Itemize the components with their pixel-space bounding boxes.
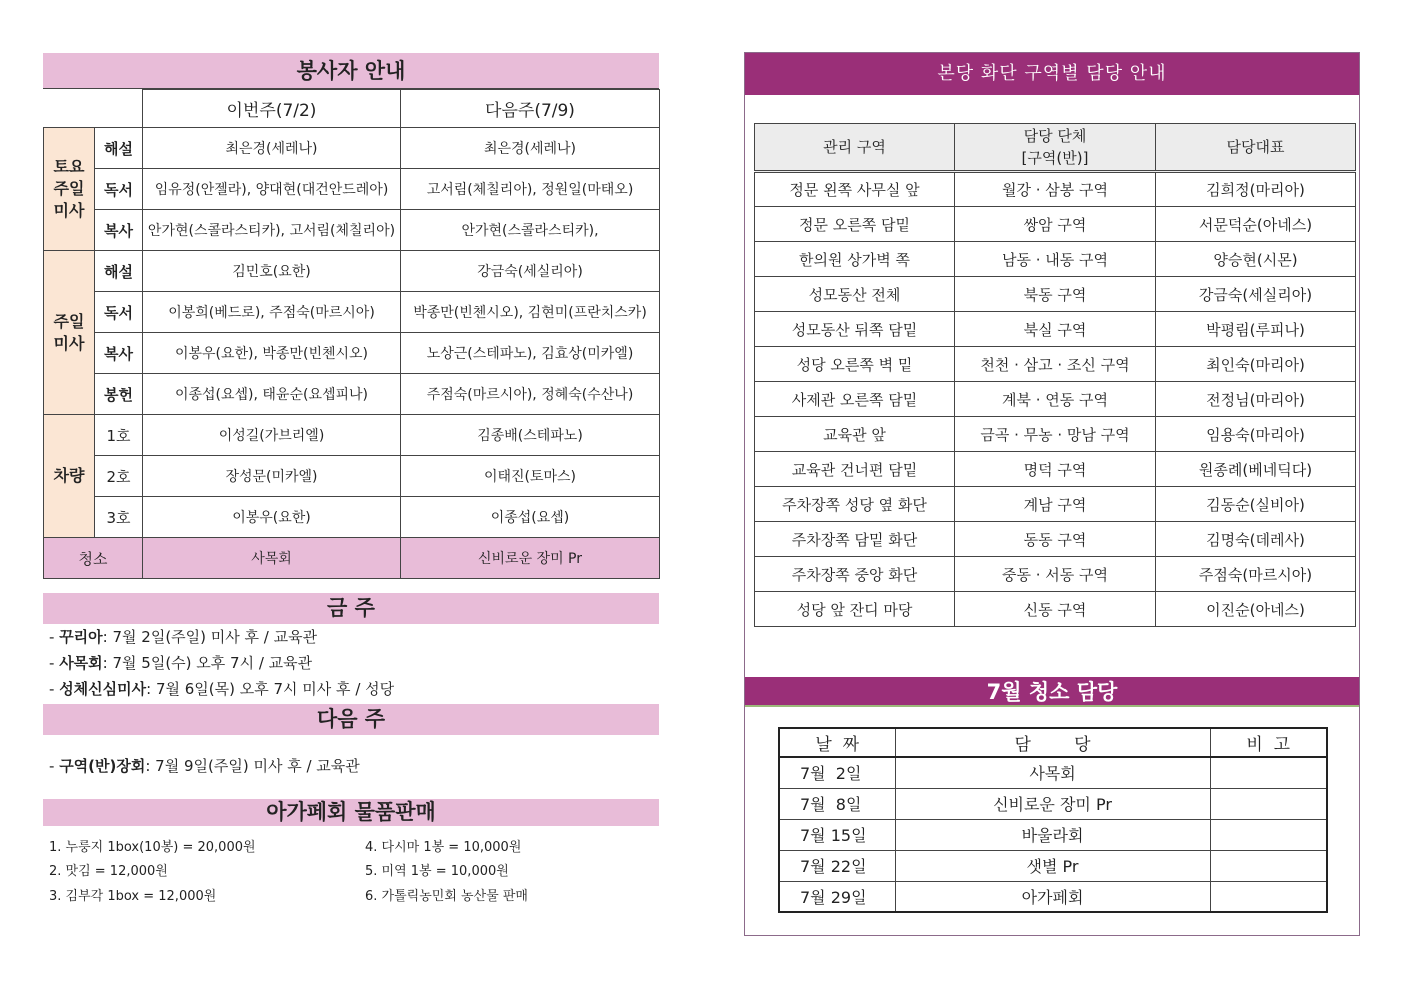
assignee-cell: 샛별 Pr bbox=[895, 850, 1210, 881]
table-row bbox=[779, 881, 1327, 912]
rep-cell: 이진순(아네스) bbox=[1156, 592, 1356, 627]
note-cell bbox=[1210, 757, 1327, 788]
next-week-cell: 이태진(토마스) bbox=[401, 456, 660, 497]
header-blank bbox=[44, 90, 143, 128]
table-row bbox=[779, 757, 1327, 788]
area-cell: 성당 앞 잔디 마당 bbox=[755, 592, 955, 627]
group-cell: 금곡 · 무농 · 망남 구역 bbox=[955, 417, 1156, 452]
list-item: 2. 맛김 = 12,000원 bbox=[49, 864, 168, 879]
header-group-line1: 담당 단체 bbox=[1023, 127, 1087, 145]
next-week-cell: 김종배(스테파노) bbox=[401, 415, 660, 456]
table-row bbox=[44, 210, 660, 251]
table-row bbox=[44, 292, 660, 333]
rep-cell: 김명숙(데레사) bbox=[1156, 522, 1356, 557]
list-item: - 성체신심미사: 7월 6일(목) 오후 7시 미사 후 / 성당 bbox=[49, 680, 395, 698]
rep-cell: 강금숙(세실리아) bbox=[1156, 277, 1356, 312]
role-cell: 해설 bbox=[95, 251, 143, 292]
rep-cell: 양승현(시몬) bbox=[1156, 242, 1356, 277]
list-item: 1. 누룽지 1box(10봉) = 20,000원 bbox=[49, 840, 256, 855]
item-text: : 7월 5일(수) 오후 7시 / 교육관 bbox=[102, 654, 313, 672]
item-text: : 7월 9일(주일) 미사 후 / 교육관 bbox=[145, 757, 360, 775]
table-row bbox=[755, 382, 1356, 417]
area-cell: 성모동산 뒤쪽 담밑 bbox=[755, 312, 955, 347]
group-cell: 동동 구역 bbox=[955, 522, 1156, 557]
table-row bbox=[755, 557, 1356, 592]
role-cell: 독서 bbox=[95, 292, 143, 333]
list-item: - 사목회: 7월 5일(수) 오후 7시 / 교육관 bbox=[49, 654, 313, 672]
rep-cell: 김희정(마리아) bbox=[1156, 172, 1356, 207]
note-cell bbox=[1210, 850, 1327, 881]
header-area: 관리 구역 bbox=[755, 124, 955, 172]
list-item: 5. 미역 1봉 = 10,000원 bbox=[365, 864, 509, 879]
rep-cell: 서문덕순(아네스) bbox=[1156, 207, 1356, 242]
table-row bbox=[755, 277, 1356, 312]
role-cell: 해설 bbox=[95, 128, 143, 169]
table-row bbox=[755, 487, 1356, 522]
col-next-week: 다음주(7/9) bbox=[401, 90, 660, 128]
role-cell: 독서 bbox=[95, 169, 143, 210]
this-week-cell: 이봉우(요한), 박종만(빈첸시오) bbox=[143, 333, 401, 374]
this-week-cell: 이봉희(베드로), 주점숙(마르시아) bbox=[143, 292, 401, 333]
next-week-title: 다음 주 bbox=[43, 704, 659, 735]
date-cell: 7월 15일 bbox=[779, 819, 895, 850]
table-row bbox=[755, 417, 1356, 452]
right-panel bbox=[744, 52, 1360, 936]
group-cell: 중동 · 서동 구역 bbox=[955, 557, 1156, 592]
table-row bbox=[44, 128, 660, 169]
rep-cell: 김동순(실비아) bbox=[1156, 487, 1356, 522]
cleaning-header-row bbox=[779, 728, 1327, 757]
header-assignee: 담 당 bbox=[895, 728, 1210, 757]
this-week-title: 금 주 bbox=[43, 593, 659, 624]
flower-header-row bbox=[755, 124, 1356, 172]
group-cell: 북동 구역 bbox=[955, 277, 1156, 312]
group-saturday-mass: 토요 주일 미사 bbox=[44, 128, 95, 251]
next-week-cell: 고서림(체칠리아), 정원일(마태오) bbox=[401, 169, 660, 210]
area-cell: 정문 왼쪽 사무실 앞 bbox=[755, 172, 955, 207]
agape-goods-list bbox=[43, 826, 659, 906]
table-row bbox=[44, 415, 660, 456]
group-cell: 천천 · 삼고 · 조신 구역 bbox=[955, 347, 1156, 382]
list-item: 3. 김부각 1box = 12,000원 bbox=[49, 889, 217, 904]
table-row bbox=[779, 819, 1327, 850]
date-cell: 7월 2일 bbox=[779, 757, 895, 788]
table-row bbox=[755, 242, 1356, 277]
header-group bbox=[955, 124, 1156, 172]
table-row bbox=[44, 374, 660, 415]
this-week-cell: 김민호(요한) bbox=[143, 251, 401, 292]
group-cell: 남동 · 내동 구역 bbox=[955, 242, 1156, 277]
group-cell: 명덕 구역 bbox=[955, 452, 1156, 487]
date-cell: 7월 22일 bbox=[779, 850, 895, 881]
volunteer-title: 봉사자 안내 bbox=[43, 53, 659, 89]
header-date: 날 짜 bbox=[779, 728, 895, 757]
note-cell bbox=[1210, 819, 1327, 850]
group-cell: 신동 구역 bbox=[955, 592, 1156, 627]
role-cell: 복사 bbox=[95, 210, 143, 251]
table-row bbox=[44, 251, 660, 292]
item-label: 꾸리아 bbox=[59, 628, 103, 646]
area-cell: 주차장쪽 성당 옆 화단 bbox=[755, 487, 955, 522]
flower-area-table bbox=[754, 123, 1356, 627]
area-cell: 주차장쪽 중앙 화단 bbox=[755, 557, 955, 592]
next-week-cell: 박종만(빈첸시오), 김현미(프란치스카) bbox=[401, 292, 660, 333]
cleaning-next-week: 신비로운 장미 Pr bbox=[401, 538, 660, 579]
header-rep: 담당대표 bbox=[1156, 124, 1356, 172]
next-week-cell: 안가현(스콜라스티카), bbox=[401, 210, 660, 251]
this-week-cell: 안가현(스콜라스티카), 고서림(체칠리아) bbox=[143, 210, 401, 251]
role-cell: 3호 bbox=[95, 497, 143, 538]
role-cell: 2호 bbox=[95, 456, 143, 497]
group-sunday-mass: 주일 미사 bbox=[44, 251, 95, 415]
left-column bbox=[43, 53, 659, 906]
table-row bbox=[779, 788, 1327, 819]
table-row bbox=[779, 850, 1327, 881]
item-label: 사목회 bbox=[59, 654, 103, 672]
next-week-cell: 노상근(스테파노), 김효상(미카엘) bbox=[401, 333, 660, 374]
this-week-cell: 장성문(미카엘) bbox=[143, 456, 401, 497]
flower-title: 본당 화단 구역별 담당 안내 bbox=[745, 53, 1359, 95]
table-row bbox=[44, 169, 660, 210]
group-vehicle: 차량 bbox=[44, 415, 95, 538]
july-cleaning-table bbox=[778, 727, 1328, 913]
table-row bbox=[44, 456, 660, 497]
note-cell bbox=[1210, 788, 1327, 819]
area-cell: 한의원 상가벽 쪽 bbox=[755, 242, 955, 277]
area-cell: 주차장쪽 담밑 화단 bbox=[755, 522, 955, 557]
group-cell: 쌍암 구역 bbox=[955, 207, 1156, 242]
group-cell: 월강 · 삼봉 구역 bbox=[955, 172, 1156, 207]
table-row bbox=[755, 207, 1356, 242]
rep-cell: 원종례(베네딕다) bbox=[1156, 452, 1356, 487]
area-cell: 교육관 앞 bbox=[755, 417, 955, 452]
rep-cell: 임용숙(마리아) bbox=[1156, 417, 1356, 452]
date-cell: 7월 29일 bbox=[779, 881, 895, 912]
area-cell: 정문 오른쪽 담밑 bbox=[755, 207, 955, 242]
assignee-cell: 신비로운 장미 Pr bbox=[895, 788, 1210, 819]
cleaning-label: 청소 bbox=[44, 538, 143, 579]
table-row bbox=[755, 172, 1356, 207]
this-week-cell: 이성길(가브리엘) bbox=[143, 415, 401, 456]
rep-cell: 박평림(루피나) bbox=[1156, 312, 1356, 347]
cleaning-row bbox=[44, 538, 660, 579]
assignee-cell: 사목회 bbox=[895, 757, 1210, 788]
table-row bbox=[755, 592, 1356, 627]
role-cell: 1호 bbox=[95, 415, 143, 456]
next-week-cell: 이종섭(요셉) bbox=[401, 497, 660, 538]
list-item: 4. 다시마 1봉 = 10,000원 bbox=[365, 840, 522, 855]
area-cell: 교육관 건너편 담밑 bbox=[755, 452, 955, 487]
list-item: - 꾸리아: 7월 2일(주일) 미사 후 / 교육관 bbox=[49, 628, 318, 646]
rep-cell: 주점숙(마르시아) bbox=[1156, 557, 1356, 592]
item-label: 구역(반)장회 bbox=[59, 757, 146, 775]
agape-title: 아가페회 물품판매 bbox=[43, 799, 659, 826]
header-note: 비 고 bbox=[1210, 728, 1327, 757]
list-item: 6. 가톨릭농민회 농산물 판매 bbox=[365, 889, 528, 904]
this-week-cell: 임유정(안젤라), 양대현(대건안드레아) bbox=[143, 169, 401, 210]
next-week-cell: 강금숙(세실리아) bbox=[401, 251, 660, 292]
area-cell: 성당 오른쪽 벽 밑 bbox=[755, 347, 955, 382]
area-cell: 사제관 오른쪽 담밑 bbox=[755, 382, 955, 417]
volunteer-header-row bbox=[44, 90, 660, 128]
note-cell bbox=[1210, 881, 1327, 912]
table-row bbox=[44, 333, 660, 374]
this-week-cell: 이종섭(요셉), 태윤순(요셉피나) bbox=[143, 374, 401, 415]
rep-cell: 전정님(마리아) bbox=[1156, 382, 1356, 417]
this-week-cell: 최은경(세레나) bbox=[143, 128, 401, 169]
group-cell: 북실 구역 bbox=[955, 312, 1156, 347]
this-week-cell: 이봉우(요한) bbox=[143, 497, 401, 538]
area-cell: 성모동산 전체 bbox=[755, 277, 955, 312]
role-cell: 봉헌 bbox=[95, 374, 143, 415]
table-row bbox=[44, 497, 660, 538]
item-text: : 7월 2일(주일) 미사 후 / 교육관 bbox=[102, 628, 318, 646]
group-cell: 계남 구역 bbox=[955, 487, 1156, 522]
table-row bbox=[755, 452, 1356, 487]
item-text: : 7월 6일(목) 오후 7시 미사 후 / 성당 bbox=[146, 680, 395, 698]
table-row bbox=[755, 312, 1356, 347]
assignee-cell: 아가페회 bbox=[895, 881, 1210, 912]
header-group-line2: [구역(반)] bbox=[1021, 149, 1089, 167]
table-row bbox=[755, 347, 1356, 382]
next-week-cell: 주점숙(마르시아), 정혜숙(수산나) bbox=[401, 374, 660, 415]
item-label: 성체신심미사 bbox=[59, 680, 147, 698]
july-cleaning-title: 7월 청소 담당 bbox=[745, 677, 1359, 707]
col-this-week: 이번주(7/2) bbox=[143, 90, 401, 128]
role-cell: 복사 bbox=[95, 333, 143, 374]
list-item: - 구역(반)장회: 7월 9일(주일) 미사 후 / 교육관 bbox=[49, 757, 360, 775]
next-week-cell: 최은경(세레나) bbox=[401, 128, 660, 169]
cleaning-this-week: 사목회 bbox=[143, 538, 401, 579]
volunteer-table bbox=[43, 89, 660, 579]
table-row bbox=[755, 522, 1356, 557]
assignee-cell: 바울라회 bbox=[895, 819, 1210, 850]
rep-cell: 최인숙(마리아) bbox=[1156, 347, 1356, 382]
date-cell: 7월 8일 bbox=[779, 788, 895, 819]
group-cell: 계북 · 연동 구역 bbox=[955, 382, 1156, 417]
